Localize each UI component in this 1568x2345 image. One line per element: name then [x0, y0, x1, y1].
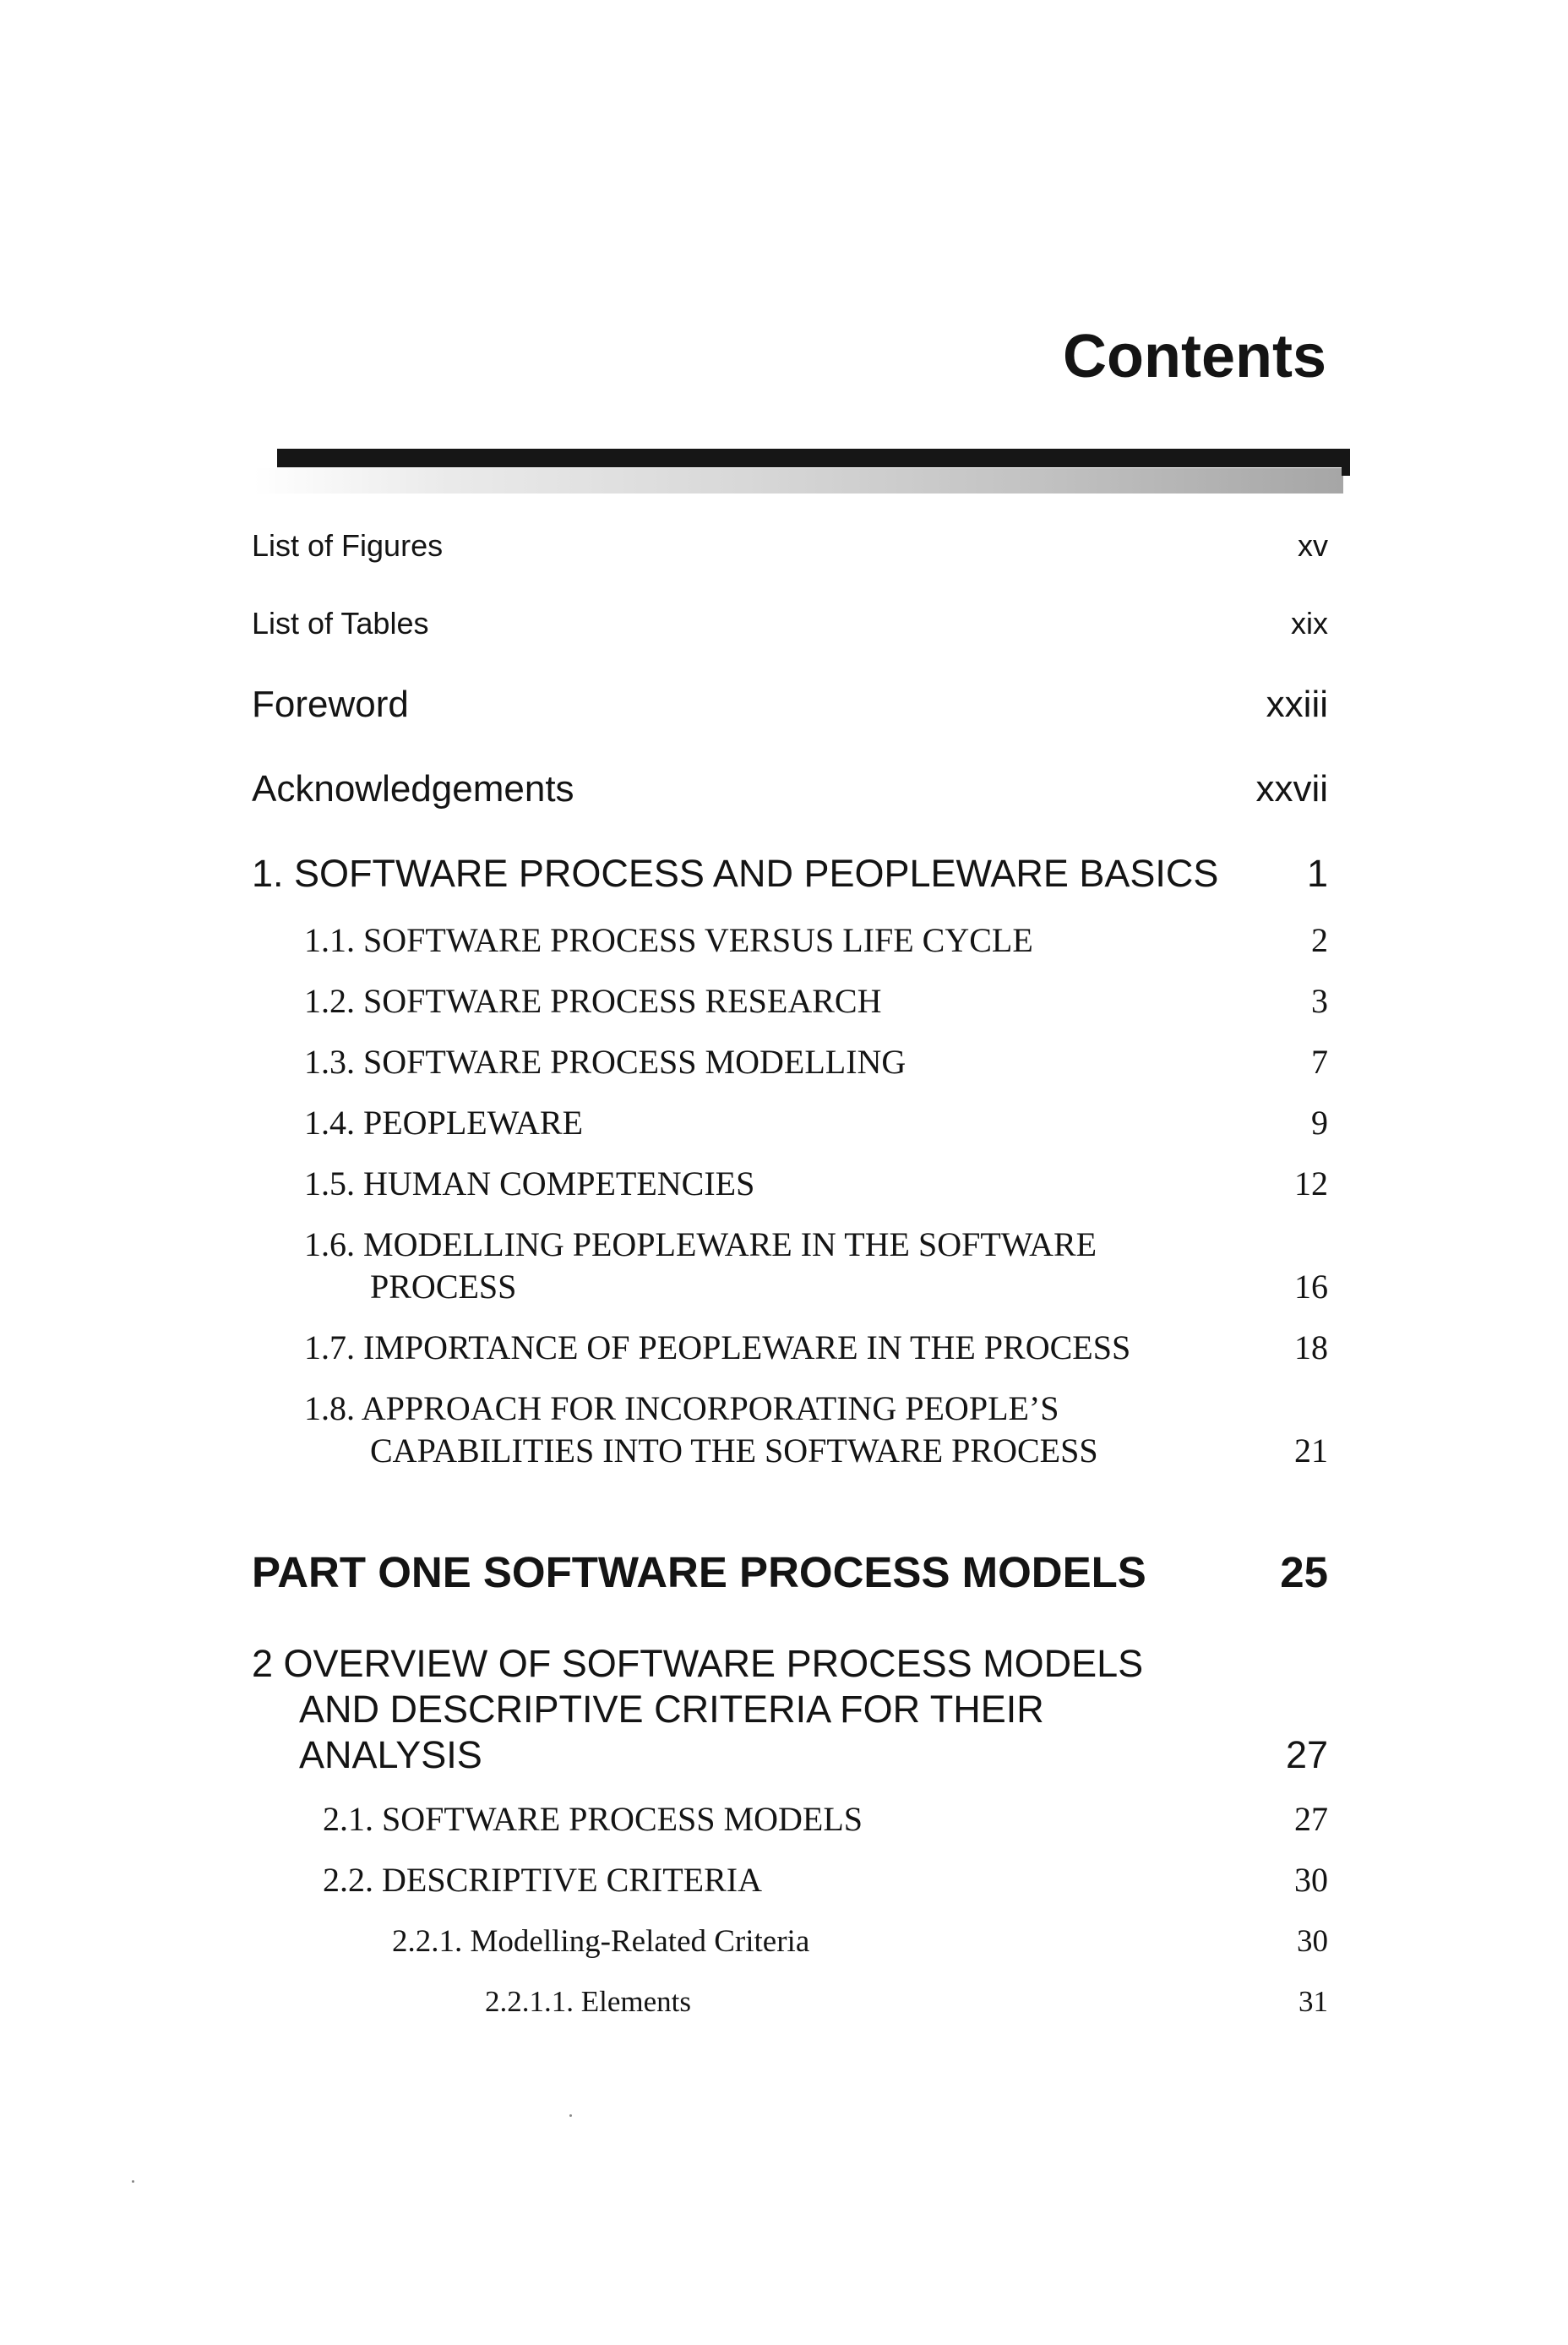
- section-page: 3: [1311, 982, 1328, 1020]
- toc-entry-foreword: [252, 683, 1328, 727]
- toc-chapter-1: [252, 851, 1328, 897]
- chapter-title: 1. SOFTWARE PROCESS AND PEOPLEWARE BASICS: [252, 852, 1219, 895]
- chapter-page: 1: [1306, 852, 1328, 895]
- chapter-title-line2: AND DESCRIPTIVE CRITERIA FOR THEIR: [299, 1688, 1044, 1731]
- toc-part-one: [252, 1547, 1328, 1598]
- section-page: 21: [1294, 1432, 1328, 1470]
- section-title: 1.4. PEOPLEWARE: [304, 1104, 583, 1142]
- toc-entry-list-of-figures: [252, 527, 1328, 564]
- section-page: 18: [1294, 1328, 1328, 1366]
- toc-entry-page: xix: [1291, 606, 1328, 641]
- section-page: 27: [1294, 1800, 1328, 1838]
- toc-entry-acknowledgements: [252, 767, 1328, 811]
- toc-entry-title: List of Figures: [252, 528, 444, 563]
- toc-entry-page: xxvii: [1255, 768, 1328, 810]
- part-page: 25: [1280, 1548, 1328, 1596]
- toc-section-1-7: [304, 1327, 1328, 1369]
- subsection-page: 30: [1297, 1924, 1328, 1959]
- toc-section-1-3: [304, 1041, 1328, 1083]
- chapter-title-line3: ANALYSIS: [299, 1733, 482, 1776]
- section-page: 16: [1294, 1268, 1328, 1306]
- section-title: 2.1. SOFTWARE PROCESS MODELS: [323, 1800, 863, 1838]
- toc-entry-list-of-tables: [252, 605, 1328, 642]
- scan-speck: [569, 2114, 572, 2117]
- chapter-page: 27: [1285, 1733, 1328, 1776]
- toc-section-2-1: [323, 1798, 1328, 1841]
- section-title: 2.2. DESCRIPTIVE CRITERIA: [323, 1861, 762, 1899]
- section-title: 1.3. SOFTWARE PROCESS MODELLING: [304, 1043, 906, 1081]
- toc-entry-page: xxiii: [1266, 684, 1328, 725]
- section-title: 1.5. HUMAN COMPETENCIES: [304, 1164, 755, 1202]
- title-rule-shadow: [253, 468, 1343, 494]
- section-title-line2: PROCESS: [370, 1268, 517, 1306]
- toc-section-1-6: [304, 1224, 1328, 1308]
- section-page: 9: [1311, 1104, 1328, 1142]
- section-page: 2: [1311, 921, 1328, 959]
- chapter-title-line1: 2 OVERVIEW OF SOFTWARE PROCESS MODELS: [252, 1642, 1144, 1685]
- toc-subsubsection-2-2-1-1: [485, 1982, 1328, 2021]
- title-rule-bar: [277, 449, 1348, 467]
- toc-section-1-1: [304, 919, 1328, 962]
- section-title-line2: CAPABILITIES INTO THE SOFTWARE PROCESS: [370, 1432, 1098, 1470]
- toc-entry-title: List of Tables: [252, 606, 429, 641]
- toc-section-1-4: [304, 1102, 1328, 1144]
- toc-section-1-2: [304, 980, 1328, 1023]
- section-title-line1: 1.8. APPROACH FOR INCORPORATING PEOPLE’S: [304, 1389, 1059, 1427]
- section-title: 1.1. SOFTWARE PROCESS VERSUS LIFE CYCLE: [304, 921, 1033, 959]
- part-title: PART ONE SOFTWARE PROCESS MODELS: [252, 1548, 1146, 1596]
- subsubsection-title: 2.2.1.1. Elements: [485, 1985, 691, 2018]
- toc-chapter-2: [252, 1641, 1328, 1778]
- subsubsection-page: 31: [1298, 1985, 1328, 2018]
- toc-subsection-2-2-1: [392, 1922, 1328, 1962]
- section-page: 7: [1311, 1043, 1328, 1081]
- toc-section-2-2: [323, 1859, 1328, 1901]
- title-rule-tip: [1342, 449, 1350, 476]
- toc-entry-page: xv: [1298, 528, 1328, 563]
- toc-section-1-8: [304, 1388, 1328, 1472]
- scan-speck: [132, 2180, 134, 2183]
- toc-entry-title: Acknowledgements: [252, 768, 574, 810]
- toc-entry-title: Foreword: [252, 684, 409, 725]
- section-title: 1.2. SOFTWARE PROCESS RESEARCH: [304, 982, 882, 1020]
- toc-section-1-5: [304, 1163, 1328, 1205]
- subsection-title: 2.2.1. Modelling-Related Criteria: [392, 1924, 810, 1959]
- section-page: 30: [1294, 1861, 1328, 1899]
- section-title-line1: 1.6. MODELLING PEOPLEWARE IN THE SOFTWARE: [304, 1225, 1097, 1263]
- section-page: 12: [1294, 1164, 1328, 1202]
- section-title: 1.7. IMPORTANCE OF PEOPLEWARE IN THE PROCESS: [304, 1328, 1131, 1366]
- page-title: Contents: [1063, 323, 1326, 390]
